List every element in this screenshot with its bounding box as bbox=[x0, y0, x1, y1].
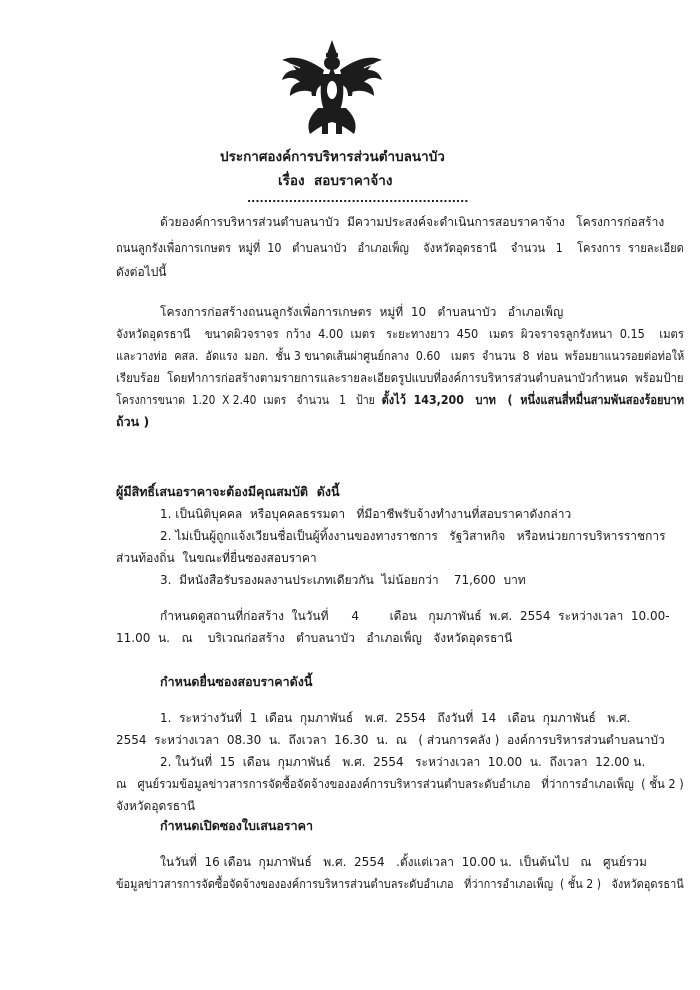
opening-line-1: ในวันที่ 16 เดือน กุมภาพันธ์ พ.ศ. 2554 .ตั้งแต่เวลา 10.00 น. เป็นต้นไป ณ ศูนย์รวม bbox=[160, 855, 647, 869]
qualification-item-3: 3. มีหนังสือรับรองผลงานประเภทเดียวกัน ไม่น้อยกว่า 71,600 บาท bbox=[160, 573, 526, 587]
submission-item-1-line-1: 1. ระหว่างวันที่ 1 เดือน กุมภาพันธ์ พ.ศ. 2554 ถึงวันที่ 14 เดือน กุมภาพันธ์ พ.ศ. bbox=[160, 711, 631, 725]
garuda-emblem-icon bbox=[280, 38, 384, 138]
qualifications-heading: ผู้มีสิทธิ์เสนอราคาจะต้องมีคุณสมบัติ ดังนี้ bbox=[116, 484, 340, 499]
intro-line-2: ถนนลูกรังเพื่อการเกษตร หมู่ที่ 10 ตำบลนาบัว อำเภอเพ็ญ จังหวัดอุดรธานี จำนวน 1 โครงการ รายละเอียด bbox=[116, 241, 684, 255]
project-line-1: โครงการก่อสร้างถนนลูกรังเพื่อการเกษตร หมู่ที่ 10 ตำบลนาบัว อำเภอเพ็ญ bbox=[160, 305, 564, 319]
submission-item-2-line-3: จังหวัดอุดรธานี bbox=[116, 799, 196, 813]
submission-item-2-line-1: 2. ในวันที่ 15 เดือน กุมภาพันธ์ พ.ศ. 2554 ระหว่างเวลา 10.00 น. ถึงเวลา 12.00 น. bbox=[160, 755, 646, 769]
project-line-2: จังหวัดอุดรธานี ขนาดผิวจราจร กว้าง 4.00 เมตร ระยะทางยาว 450 เมตร ผิวจราจรลูกรังหนา 0.15 เมตร bbox=[116, 327, 684, 341]
title-separator: ..................................................... bbox=[247, 192, 469, 205]
intro-line-3: ดังต่อไปนี้ bbox=[116, 265, 167, 279]
submission-heading: กำหนดยื่นซองสอบราคาดังนี้ bbox=[160, 674, 313, 689]
submission-item-1-line-2: 2554 ระหว่างเวลา 08.30 น. ถึงเวลา 16.30 น. ณ ( ส่วนการคลัง ) องค์การบริหารส่วนตำบลนาบัว bbox=[116, 733, 665, 747]
project-line-6: ถ้วน ) bbox=[116, 414, 150, 429]
intro-line-1: ด้วยองค์การบริหารส่วนตำบลนาบัว มีความประสงค์จะดำเนินการสอบราคาจ้าง โครงการก่อสร้าง bbox=[160, 215, 665, 229]
title-line-1: ประกาศองค์การบริหารส่วนตำบลนาบัว bbox=[220, 149, 445, 165]
qualification-item-2-line-1: 2. ไม่เป็นผู้ถูกแจ้งเวียนชื่อเป็นผู้ทิ้งงานของทางราชการ รัฐวิสาหกิจ หรือหน่วยการบริหารราชการ bbox=[160, 529, 666, 543]
project-line-5 bbox=[116, 392, 684, 408]
site-visit-line-1: กำหนดดูสถานที่ก่อสร้าง ในวันที่ 4 เดือน กุมภาพันธ์ พ.ศ. 2554 ระหว่างเวลา 10.00- bbox=[160, 609, 670, 623]
project-line-4: เรียบร้อย โดยทำการก่อสร้างตามรายการและรายละเอียดรูปแบบที่องค์การบริหารส่วนตำบลนาบัวกำหนด พร้อมป้าย bbox=[116, 371, 684, 385]
title-line-2: เรื่อง สอบราคาจ้าง bbox=[278, 173, 393, 189]
project-line-3: และวางท่อ คสล. อัดแรง มอก. ชั้น 3 ขนาดเส้นผ่าศูนย์กลาง 0.60 เมตร จำนวน 8 ท่อน พร้อมยาแนวรอยต่อท่อให้ bbox=[116, 349, 685, 363]
qualification-item-2-line-2: ส่วนท้องถิ่น ในขณะที่ยื่นซองสอบราคา bbox=[116, 551, 317, 565]
budget-amount: ตั้งไว้ 143,200 บาท ( หนึ่งแสนสี่หมื่นสามพันสองร้อยบาท bbox=[381, 392, 685, 407]
qualification-item-1: 1. เป็นนิติบุคคล หรือบุคคลธรรมดา ที่มีอาชีพรับจ้างทำงานที่สอบราคาดังกล่าว bbox=[160, 507, 572, 521]
site-visit-line-2: 11.00 น. ณ บริเวณก่อสร้าง ตำบลนาบัว อำเภอเพ็ญ จังหวัดอุดรธานี bbox=[116, 631, 513, 645]
opening-line-2: ข้อมูลข่าวสารการจัดซื้อจัดจ้างขององค์การบริหารส่วนตำบลระดับอำเภอ ที่ว่าการอำเภอเพ็ญ ( ชั้น 2 ) จังหวัดอุดรธานี bbox=[116, 877, 684, 891]
project-line-5-text: โครงการขนาด 1.20 X 2.40 เมตร จำนวน 1 ป้าย bbox=[116, 393, 382, 407]
opening-heading: กำหนดเปิดซองใบเสนอราคา bbox=[160, 818, 314, 833]
submission-item-2-line-2: ณ ศูนย์รวมข้อมูลข่าวสารการจัดซื้อจัดจ้างขององค์การบริหารส่วนตำบลระดับอำเภอ ที่ว่าการอำเภอเพ็ญ ( ชั้น 2 ) bbox=[116, 777, 684, 791]
